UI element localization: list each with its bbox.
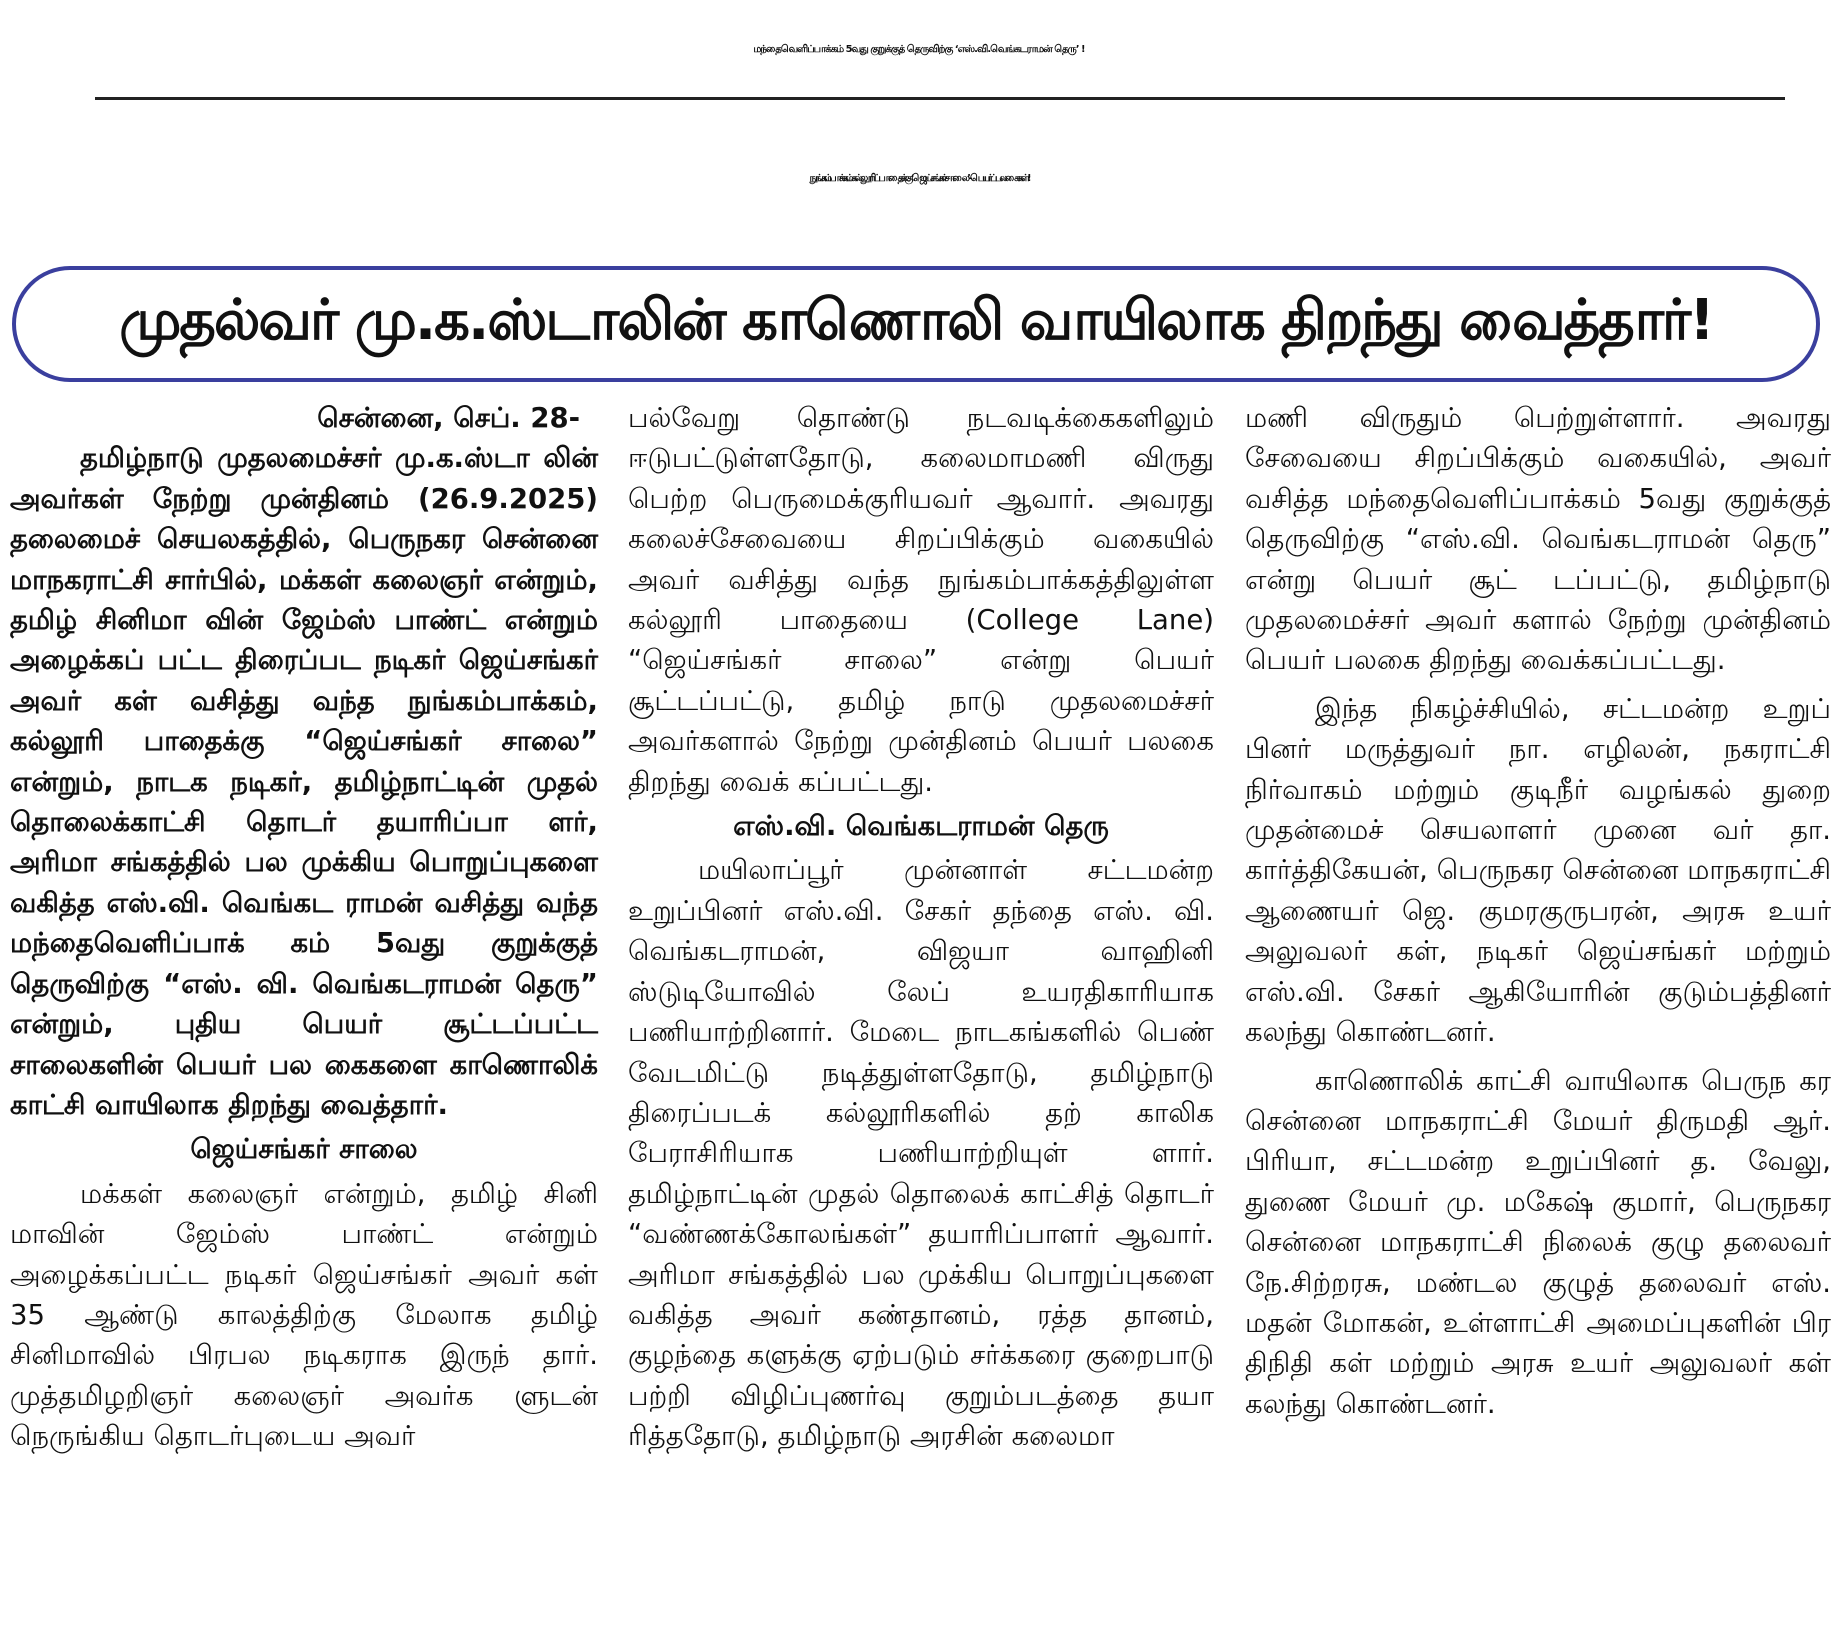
section-heading-venkataraman-street: எஸ்.வி. வெங்கடராமன் தெரு bbox=[733, 810, 1109, 843]
paragraph-venkataraman: மயிலாப்பூர் முன்னாள் சட்டமன்ற உறுப்பினர் எஸ்.வி. சேகர் தந்தை எஸ். வி. வெங்கடராமன், விஜயா வாஹினி ஸ்டுடியோவில் லேப் உயரதிகாரியாக பணியாற்றினார். மேடை நாடகங்களில் பெண் வேடமிட்டு நடித்துள்ளதோடு, தமிழ்நாடு திரைப்படக் கல்லூரிகளில் தற் காலிக பேராசிரியாக பணியாற்றியுள் ளார். தமிழ்நாட்டின் முதல் தொலைக் காட்சித் தொடர் “வண்ணக்கோலங்கள்” தயாரிப்பாளர் ஆவார். அரிமா சங்கத்தில் பல முக்கிய பொறுப்புகளை வகித்த அவர் கண்தானம், ரத்த தானம், குழந்தை களுக்கு ஏற்படும் சர்க்கரை குறைபாடு பற்றி விழிப்புணர்வு குறும்படத்தை தயா ரித்ததோடு, தமிழ்நாடு அரசின் கலைமா bbox=[628, 854, 1214, 1453]
paragraph-venkataraman-continued: மணி விருதும் பெற்றுள்ளார். அவரது சேவையை சிறப்பிக்கும் வகையில், அவர் வசித்த மந்தைவெளிப்பாக்கம் 5வது குறுக்குத் தெருவிற்கு “எஸ்.வி. வெங்கடராமன் தெரு” என்று பெயர் சூட் டப்பட்டு, தமிழ்நாடு முதலமைச்சர் அவர் களால் நேற்று முன்தினம் பெயர் பலகை திறந்து வைக்கப்பட்டது. bbox=[1245, 402, 1831, 677]
subheadline-box bbox=[12, 266, 1820, 382]
paragraph-event-attendees: இந்த நிகழ்ச்சியில், சட்டமன்ற உறுப் பினர் மருத்துவர் நா. எழிலன், நகராட்சி நிர்வாகம் மற்றும் குடிநீர் வழங்கல் துறை முதன்மைச் செயலாளர் முனை வர் தா. கார்த்திகேயன், பெருநகர சென்னை மாநகராட்சி ஆணையர் ஜெ. குமரகுருபரன், அரசு உயர் அலுவலர் கள், நடிகர் ஜெய்சங்கர் மற்றும் எஸ்.வி. சேகர் ஆகியோரின் குடும்பத்தினர் கலந்து கொண்டனர். bbox=[1245, 692, 1831, 1049]
subheadline: முதல்வர் மு.க.ஸ்டாலின் காணொலி வாயிலாக திறந்து வைத்தார்! bbox=[119, 288, 1713, 353]
kicker-rule bbox=[95, 97, 1785, 100]
kicker-headline: மந்தைவெளிப்பாக்கம் 5வது குறுக்குத் தெருவிற்கு ‘எஸ்.வி.வெங்கடராமன் தெரு’ ! bbox=[753, 44, 1085, 55]
paragraph-jaishankar: மக்கள் கலைஞர் என்றும், தமிழ் சினி மாவின் ஜேம்ஸ் பாண்ட் என்றும் அழைக்கப்பட்ட நடிகர் ஜெய்சங்கர் அவர் கள் 35 ஆண்டு காலத்திற்கு மேலாக தமிழ் சினிமாவில் பிரபல நடிகராக இருந் தார். முத்தமிழறிஞர் கலைஞர் அவர்க ளுடன் நெருங்கிய தொடர்புடைய அவர் bbox=[10, 1177, 598, 1453]
paragraph-online-attendees: காணொலிக் காட்சி வாயிலாக பெருந கர சென்னை மாநகராட்சி மேயர் திருமதி ஆர். பிரியா, சட்டமன்ற உறுப்பினர் த. வேலு, துணை மேயர் மு. மகேஷ் குமார், பெருநகர சென்னை மாநகராட்சி நிலைக் குழு தலைவர் நே.சிற்றரசு, மண்டல குழுத் தலைவர் எஸ். மதன் மோகன், உள்ளாட்சி அமைப்புகளின் பிர திநிதி கள் மற்றும் அரசு உயர் அலுவலர் கள் கலந்து கொண்டனர். bbox=[1245, 1064, 1831, 1420]
article-column-1 bbox=[10, 398, 598, 1638]
section-heading-jaishankar-road: ஜெய்சங்கர் சாலை bbox=[190, 1133, 418, 1166]
lead-paragraph: தமிழ்நாடு முதலமைச்சர் மு.க.ஸ்டா லின் அவர்கள் நேற்று முன்தினம் (26.9.2025) தலைமைச் செயலகத்தில், பெருநகர சென்னை மாநகராட்சி சார்பில், மக்கள் கலைஞர் என்றும், தமிழ் சினிமா வின் ஜேம்ஸ் பாண்ட் என்றும் அழைக்கப் பட்ட திரைப்பட நடிகர் ஜெய்சங்கர் அவர் கள் வசித்து வந்த நுங்கம்பாக்கம், கல்லூரி பாதைக்கு “ஜெய்சங்கர் சாலை” என்றும், நாடக நடிகர், தமிழ்நாட்டின் முதல் தொலைக்காட்சி தொடர் தயாரிப்பா ளர், அரிமா சங்கத்தில் பல முக்கிய பொறுப்புகளை வகித்த எஸ்.வி. வெங்கட ராமன் வசித்து வந்த மந்தைவெளிப்பாக் கம் 5வது குறுக்குத் தெருவிற்கு “எஸ். வி. வெங்கடராமன் தெரு” என்றும், புதிய பெயர் சூட்டப்பட்ட சாலைகளின் பெயர் பல கைகளை காணொலிக் காட்சி வாயிலாக திறந்து வைத்தார். bbox=[10, 442, 598, 1121]
main-headline: நுங்கம்பாக்கம் கல்லூரிப் பாதைக்கு ‘ஜெய்சங்கர் சாலை’ - பெயர்ப் பலகைகள்! bbox=[809, 173, 1029, 184]
article-column-2 bbox=[628, 398, 1214, 1638]
dateline: சென்னை, செப். 28- bbox=[317, 402, 580, 434]
paragraph-jaishankar-continued: பல்வேறு தொண்டு நடவடிக்கைகளிலும் ஈடுபட்டுள்ளதோடு, கலைமாமணி விருது பெற்ற பெருமைக்குரியவர் ஆவார். அவரது கலைச்சேவையை சிறப்பிக்கும் வகையில் அவர் வசித்து வந்த நுங்கம்பாக்கத்திலுள்ள கல்லூரி பாதையை (College Lane) “ஜெய்சங்கர் சாலை” என்று பெயர் சூட்டப்பட்டு, தமிழ் நாடு முதலமைச்சர் அவர்களால் நேற்று முன்தினம் பெயர் பலகை திறந்து வைக் கப்பட்டது. bbox=[628, 402, 1214, 798]
article-column-3 bbox=[1245, 398, 1831, 1638]
